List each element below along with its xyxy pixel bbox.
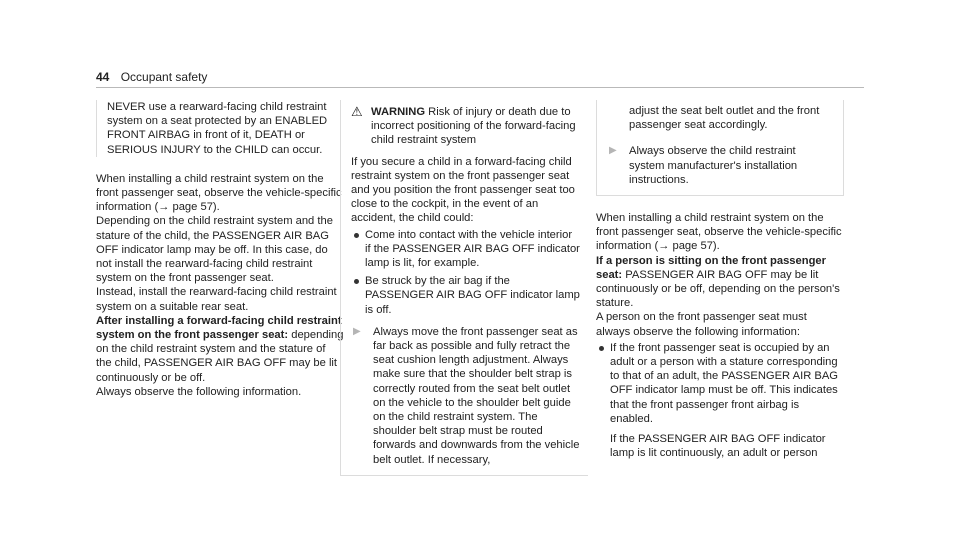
paragraph-heading: If a person is sitting on the front passenger seat: xyxy=(596,254,826,281)
page-number: 44 xyxy=(96,70,110,84)
paragraph-observe: A person on the front passenger seat must always observe the following information: xyxy=(596,311,807,338)
step-text: Always move the front passenger seat as far back as possible and fully retract the seat cushion length adjustment. Always make sure that the shoulder belt strap is correctly routed from the seat belt outlet on the vehicle to the shoulder belt guide on the child restraint system. The shoulder belt strap must be routed forwards and downwards from the vehicle belt outlet. If necessary, xyxy=(373,325,580,466)
paragraph-heading: After installing a forward-facing child restraint system on the front passenger seat: xyxy=(96,314,342,342)
warning-heading xyxy=(371,105,580,148)
bullet-icon xyxy=(599,346,604,351)
step-continued-text: adjust the seat belt outlet and the front passenger seat accordingly. xyxy=(629,105,820,132)
warning-label: WARNING xyxy=(371,106,426,118)
warning-step xyxy=(607,144,831,187)
paragraph-person-seated xyxy=(596,254,844,311)
paragraph-rear-seat: Instead, install the rearward-facing child restraint system on a suitable rear seat. xyxy=(96,286,337,313)
warning-header xyxy=(341,100,588,155)
list-item xyxy=(351,274,580,317)
warning-intro: If you secure a child in a forward-facing child restraint system on the front passenger seat and you position the front passenger seat too close to the cockpit, in the event of an accident, the child could: xyxy=(351,155,575,225)
warning-step xyxy=(351,325,580,467)
paragraph-forward-facing xyxy=(96,314,344,385)
warning-body xyxy=(341,155,588,475)
paragraph-observe: Always observe the following information. xyxy=(96,385,302,398)
step-arrow-icon: ▶ xyxy=(609,145,617,157)
warning-triangle-icon: ⚠ xyxy=(351,104,363,119)
paragraph-install-info: When installing a child restraint system on the front passenger seat, observe the vehicle-specific information (→ page 57). xyxy=(596,212,842,253)
column-left xyxy=(96,100,344,399)
paragraph-text: depending on the child restraint system and the stature of the child, PASSENGER AIR BAG OFF may be lit continuously or be off. xyxy=(96,329,344,384)
bullet-icon xyxy=(354,279,359,284)
bullet-text: If the front passenger seat is occupied by an adult or a person with a stature corresponding to that of an adult, the PASSENGER AIR BAG OFF indicator lamp must be off. This indicates that the front passenger front airbag is enabled. xyxy=(610,341,839,425)
bullet-icon xyxy=(354,233,359,238)
bullet-text: Come into contact with the vehicle interior if the PASSENGER AIR BAG OFF indicator lamp is lit, for example. xyxy=(365,228,580,270)
notice-text: NEVER use a rearward-facing child restraint system on a seat protected by an ENABLED FRONT AIRBAG in front of it, DEATH or SERIOUS INJURY to the CHILD can occur. xyxy=(107,101,328,156)
person-bullets xyxy=(596,341,844,426)
warning-continued-box xyxy=(596,100,844,196)
warning-box xyxy=(340,100,588,476)
paragraph-indicator: Depending on the child restraint system and the stature of the child, the PASSENGER AIR BAG OFF indicator lamp may be off. In this case, do not install the rearward-facing child restraint system on the front passenger seat. xyxy=(96,215,333,285)
warning-heading-text: Risk of injury or death due to incorrect positioning of the forward-facing child restraint system xyxy=(371,106,576,147)
page-header xyxy=(96,70,207,84)
list-item xyxy=(596,341,844,426)
bullet-text: Be struck by the air bag if the PASSENGER AIR BAG OFF indicator lamp is off. xyxy=(365,275,580,316)
step-arrow-icon: ▶ xyxy=(353,325,361,337)
warning-bullets xyxy=(351,228,580,317)
paragraph-install-info xyxy=(96,172,344,215)
paragraph-text: PASSENGER AIR BAG OFF may be lit continuously or be off, depending on the person's stature. xyxy=(596,268,840,310)
bullet-continued-text: If the PASSENGER AIR BAG OFF indicator lamp is lit continuously, an adult or person xyxy=(610,433,826,460)
column-right xyxy=(596,100,844,460)
notice-block xyxy=(96,100,344,157)
column-middle xyxy=(340,100,588,476)
section-title: Occupant safety xyxy=(120,70,208,84)
step-text: Always observe the child restraint system manufacturer's installation instructions. xyxy=(629,145,798,186)
paragraph-text: When installing a child restraint system on the front passenger seat, observe the vehicle-specific information (→ page 57). xyxy=(96,172,342,214)
header-divider xyxy=(96,87,864,88)
list-item xyxy=(351,228,580,271)
